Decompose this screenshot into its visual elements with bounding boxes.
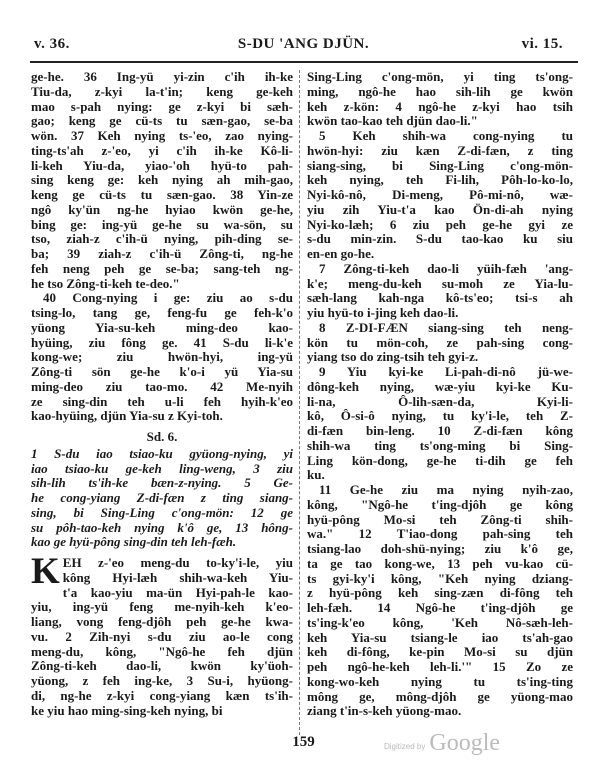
chapter-summary (31, 447, 293, 550)
text-line: ziang t'in-s-keh yüong-mao. (307, 704, 462, 719)
paragraph (307, 70, 573, 129)
watermark-brand: Google (429, 730, 501, 756)
text-line: ts gyi-ky'i kông, "Keh nying dziang- (307, 571, 573, 586)
text-line: keh nying, teh Fi-lih, Pôh-lo-ko-lo, (307, 173, 573, 188)
running-head-title: S-DU 'ANG DJÜN. (237, 36, 370, 52)
text-line: meng-du, kông, "Ngô-he feh djün (31, 644, 293, 659)
header-rule (30, 61, 578, 63)
text-line: 11 Ge-he ziu ma nying nyih-zao, (319, 483, 573, 497)
text-line: en-en go-he. (307, 247, 375, 261)
text-line: 7 Zông-ti-keh dao-li yüih-fæh 'ang- (319, 261, 573, 276)
chapter-heading: Sd. 6. (146, 429, 178, 444)
text-line: ze sing-din teh u-li feh hyih-k'eo (31, 394, 293, 409)
text-line: Zông-ti sön ge-he k'o-i yü Yia-su (31, 365, 293, 379)
text-line: yiang tso do zing-tsih teh gyi-z. (307, 350, 479, 365)
text-line: li-na, Ô-lih-sæn-da, Kyi-li- (307, 394, 573, 409)
text-line: ming, ngô-he hao sih-lih ge kwön (307, 84, 573, 99)
text-line: sih-lih ts'ih-ke bæn-z-nying. 5 Ge- (31, 476, 293, 491)
text-line: yiu hyü-to i-jing keh dao-li. (307, 306, 459, 320)
text-line: tso, ziah-z c'ih-ü nying, pih-ding se- (31, 232, 293, 247)
page-number: 159 (292, 734, 315, 750)
text-line: dông-keh nying, wæ-yiu kyi-ke Ku- (307, 379, 573, 394)
text-line: sing keng ge: keh nying ah mih-gao, (31, 173, 293, 188)
paragraph (31, 70, 293, 291)
text-line: ts'ing-k'eo kông, 'Keh Nô-sæh-leh- (307, 615, 573, 630)
text-line: di, ng-he z-kyi cong-yiang kæn ts'ih- (31, 688, 293, 703)
text-line: he cong-yiang Z-di-fæn z ting siang- (31, 491, 293, 505)
text-line: kô, Ô-si-ô nying, tu ky'i-le, teh Z- (307, 409, 573, 424)
text-line: t'a kao-yiu ma-ün Hyi-pah-le kao- (62, 585, 293, 600)
paragraph (31, 551, 293, 718)
text-line: kông Hyi-læh shih-wa-keh Yiu- (62, 570, 293, 585)
text-line: vu. 2 Zih-nyi s-du ziu ao-le cong (31, 629, 293, 644)
text-line: peh ngô-he-keh leh-li.'" 15 Zo ze (307, 660, 573, 674)
text-line: kong-we; ziu hwön-hyi, ing-yü (31, 350, 293, 365)
text-line: Sing-Ling c'ong-mön, yi ting ts'ong- (307, 70, 573, 84)
text-line: kao ge hyü-pông sing-din teh leh-fæh. (31, 535, 237, 550)
text-line: 40 Cong-nying i ge: ziu ao s-du (43, 291, 293, 306)
text-line: yiu, ing-yü feng me-nyih-keh k'eo- (31, 600, 293, 615)
text-line: feh neng peh ge se-ba; sang-teh ng- (31, 261, 293, 276)
text-line: keh di-fông, ke-pin Mo-si su djün (307, 645, 573, 660)
text-line: ta ge tao kong-we, 13 peh vu-kao cü- (307, 556, 573, 571)
text-line: kön tu mön-coh, ze pah-sing cong- (307, 335, 573, 350)
text-line: leh-fæh. 14 Ngô-he t'ing-djôh ge (307, 601, 573, 615)
text-line: Ling kön-dong, ge-he ti-dih ge feh (307, 453, 573, 468)
text-line: hyüing, ziu fông ge. 41 S-du li-k'e (31, 335, 293, 350)
text-line: ting-ts'ah z-'eo, yi c'ih ih-ke Kô-li- (31, 143, 293, 158)
running-head-right: vi. 15. (521, 36, 563, 52)
drop-cap: K (31, 551, 60, 592)
text-line: wön. 37 Keh nying ts-'eo, zao nying- (31, 129, 293, 143)
text-line: shih-wa ting ts'ong-ming bi Sing- (307, 438, 573, 453)
text-line: 8 Z-DI-FÆN siang-sing teh neng- (319, 320, 573, 335)
text-line: mao s-pah nying: ge z-kyi bi sæh- (31, 99, 293, 114)
text-line: EH z-'eo meng-du to-ky'i-le, yiu (62, 556, 293, 570)
running-head-left: v. 36. (34, 36, 70, 52)
text-line: sæh-lang kah-nga kô-ts'eo; tsi-s ah (307, 291, 573, 306)
column-divider (299, 70, 300, 735)
text-line: keh z-kön: 4 ngô-he z-kyi hao tsih (307, 99, 573, 114)
paragraph (307, 365, 573, 483)
text-line: ngô ky'ün ng-he hyiao kwön ge-he, (31, 202, 293, 217)
text-line: 1 S-du iao tsiao-ku gyüong-nying, yi (31, 446, 293, 461)
text-line: ku. (307, 468, 325, 483)
watermark-prefix: Digitized by (384, 741, 426, 751)
text-line: kong-wo-keh nying tu ts'ing-ting (307, 674, 573, 689)
text-line: iao tsiao-ku ge-keh ling-weng, 3 ziu (31, 461, 293, 476)
paragraph (307, 321, 573, 365)
paragraph (307, 262, 573, 321)
text-line: gao; keng ge cü-ts tu sæn-gao, se-ba (31, 114, 293, 129)
text-line: ba; 39 ziah-z c'ih-ü Zông-ti, ng-he (31, 247, 293, 261)
text-line: liang, vong feng-djôh peh ge-he kwa- (31, 615, 293, 629)
text-line: su pôh-tao-keh nying k'ô ge, 13 hông- (31, 520, 293, 535)
text-line: yüong, z feh ing-ke, 3 Su-i, hyüong- (31, 674, 293, 688)
text-line: ming-deo ziu tao-mo. 42 Me-nyih (31, 379, 293, 394)
text-line: z hyü-pông keh sing-zæn di-fông teh (307, 586, 573, 601)
text-line: kwön tao-kao teh djün dao-li." (307, 114, 478, 129)
text-line: ge-he. 36 Ing-yü yi-zin c'ih ih-ke (31, 70, 293, 84)
text-line: kao-hyüing, djün Yia-su z Kyi-toh. (31, 409, 223, 424)
text-line: 5 Keh shih-wa cong-nying tu (319, 129, 573, 143)
paragraph (307, 483, 573, 719)
text-line: sing, bi Sing-Ling c'ong-mön: 12 ge (31, 505, 293, 520)
text-line: bing ge: ing-yü ge-he su wa-sön, su (31, 217, 293, 232)
text-line: wa." 12 T'iao-dong pah-sing teh (307, 527, 573, 542)
text-line: hyü-pông Mo-si teh Zông-ti shih- (307, 512, 573, 527)
text-line: tsing-lo, tang ge, feng-fu ge feh-k'o (31, 306, 293, 320)
text-line: yüong Yia-su-keh ming-deo kao- (31, 320, 293, 335)
text-line: 9 Yiu kyi-ke Li-pah-di-nô jü-we- (319, 365, 573, 379)
text-line: Nyi-kô-nô, Di-meng, Pô-mi-nô, wæ- (307, 188, 573, 202)
text-line: hwön-hyi: ziu kæn Z-di-fæn, z ting (307, 143, 573, 158)
right-column (307, 70, 573, 719)
google-watermark (384, 730, 500, 757)
text-line: Nyi-ko-læh; 6 ziu peh ge-he gyi ze (307, 217, 573, 232)
text-line: k'e; meng-du-keh su-moh ze Yia-lu- (307, 276, 573, 291)
text-line: Tiu-da, z-kyi la-t'in; keng ge-keh (31, 84, 293, 99)
text-line: ke yiu hao ming-sing-keh nying, bi (31, 703, 223, 718)
text-line: tsiang-lao doh-shü-nying; ziu k'ô ge, (307, 542, 573, 556)
text-line: yiu zih Yiu-t'a kao Ön-di-ah nying (307, 202, 573, 217)
text-line: Zông-ti-keh dao-li, kwön ky'üoh- (31, 659, 293, 674)
text-line: keng ge cü-ts tu sæn-gao. 38 Yin-ze (31, 188, 293, 202)
text-line: di-fæn bin-leng. 10 Z-di-fæn kông (307, 424, 573, 438)
paragraph (31, 291, 293, 424)
paragraph (307, 129, 573, 262)
text-line: s-du min-zin. S-du tao-kao ku siu (307, 232, 573, 247)
text-line: li-keh Yiu-da, yiao-'oh hyü-to pah- (31, 158, 293, 173)
text-line: siang-sing, bi Sing-Ling c'ong-mön- (307, 158, 573, 173)
text-line: mông ge, mông-djôh ge yüong-mao (307, 689, 573, 704)
text-line: keh Yia-su tsiang-le iao ts'ah-gao (307, 630, 573, 645)
text-line: kông, "Ngô-he t'ing-djôh ge kông (307, 497, 573, 512)
text-line: he tso Zông-ti-keh te-deo." (31, 276, 180, 291)
left-column (31, 70, 293, 718)
